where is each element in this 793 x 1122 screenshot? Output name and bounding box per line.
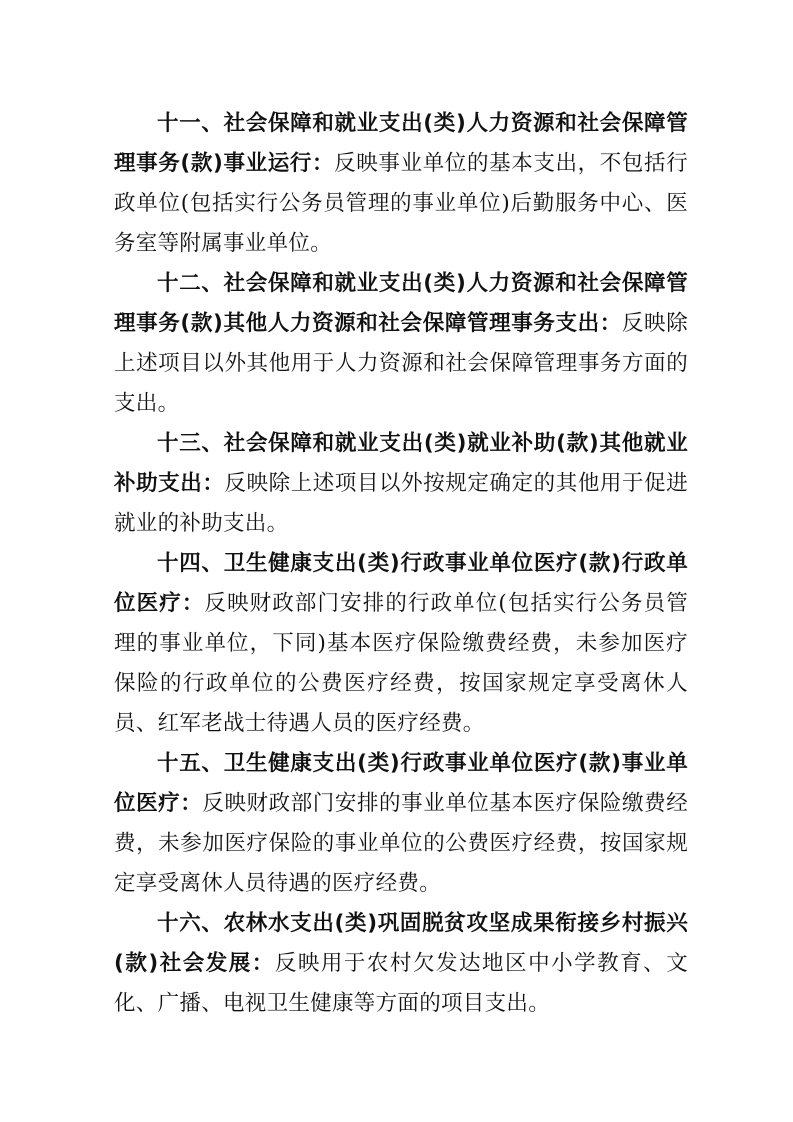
- paragraph-16: [114, 904, 688, 1024]
- paragraph-heading: 十五、卫生健康支出(类)行政事业单位医疗(款)事业单位医疗：: [114, 751, 688, 816]
- paragraph-13: [114, 424, 688, 544]
- paragraph-12: [114, 264, 688, 424]
- paragraph-14: [114, 544, 688, 744]
- paragraph-heading: 十三、社会保障和就业支出(类)就业补助(款)其他就业补助支出：: [114, 431, 688, 496]
- paragraph-heading: 十六、农林水支出(类)巩固脱贫攻坚成果衔接乡村振兴(款)社会发展：: [114, 911, 688, 976]
- paragraph-text: 反映除上述项目以外其他用于人力资源和社会保障管理事务方面的支出。: [114, 311, 688, 416]
- paragraph-text: 反映财政部门安排的事业单位基本医疗保险缴费经费，未参加医疗保险的事业单位的公费医疗经费，按国家规定享受离休人员待遇的医疗经费。: [114, 791, 688, 896]
- paragraph-15: [114, 744, 688, 904]
- document-body: [114, 104, 688, 1024]
- paragraph-heading: 十四、卫生健康支出(类)行政事业单位医疗(款)行政单位医疗：: [114, 551, 688, 616]
- paragraph-heading: 十一、社会保障和就业支出(类)人力资源和社会保障管理事务(款)事业运行：: [114, 111, 688, 176]
- paragraph-text: 反映事业单位的基本支出，不包括行政单位(包括实行公务员管理的事业单位)后勤服务中心、医务室等附属事业单位。: [114, 151, 688, 256]
- paragraph-text: 反映除上述项目以外按规定确定的其他用于促进就业的补助支出。: [114, 471, 688, 536]
- paragraph-heading: 十二、社会保障和就业支出(类)人力资源和社会保障管理事务(款)其他人力资源和社会保障管理事务支出：: [114, 271, 688, 336]
- paragraph-text: 反映用于农村欠发达地区中小学教育、文化、广播、电视卫生健康等方面的项目支出。: [114, 951, 688, 1016]
- paragraph-11: [114, 104, 688, 264]
- paragraph-text: 反映财政部门安排的行政单位(包括实行公务员管理的事业单位，下同)基本医疗保险缴费经费，未参加医疗保险的行政单位的公费医疗经费，按国家规定享受离休人员、红军老战士待遇人员的医疗经费。: [114, 591, 688, 736]
